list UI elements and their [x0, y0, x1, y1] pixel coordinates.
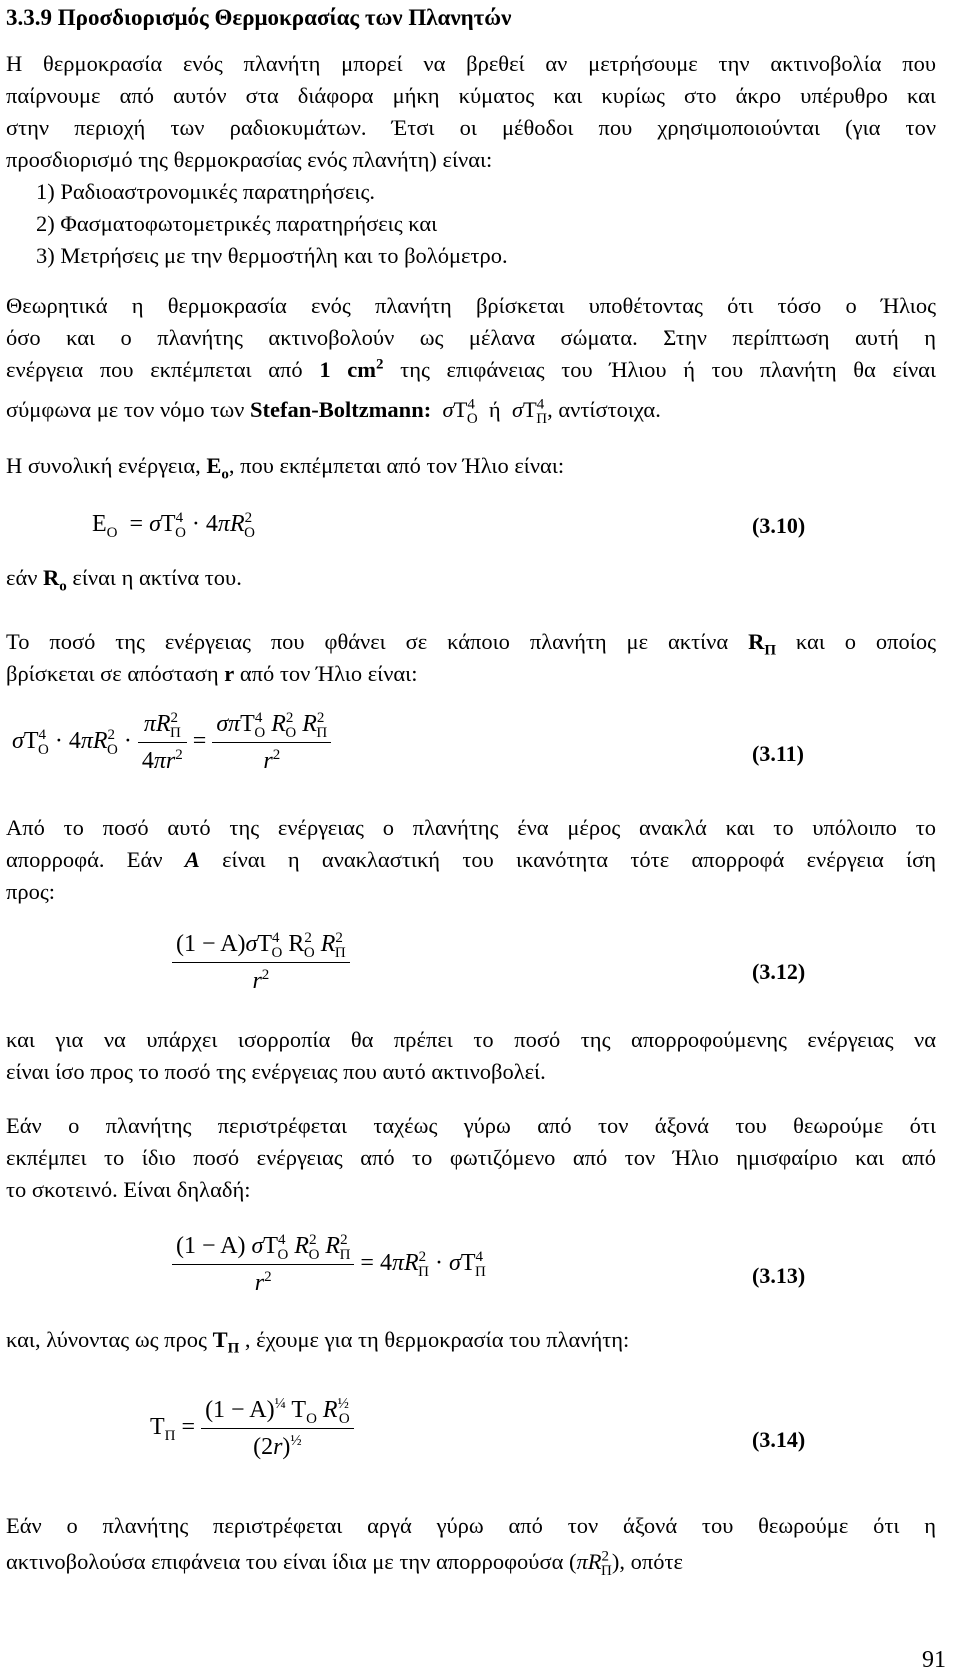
- text-line: Θεωρητικά η θερμοκρασία ενός πλανήτη βρίσκεται υποθέτοντας ότι τόσο ο Ήλιος: [6, 293, 936, 318]
- paragraph-total-energy: Η συνολική ενέργεια, $E_o$, που εκπέμπεται από τον Ήλιο είναι:: [6, 453, 565, 483]
- equation-3-11: $\sigma T^4_O \cdot 4\pi R^2_O$ · $\frac{\pi R^2_\Pi}{4\pi r^2}$ = $\frac{\sigma\pi T^4_O R^2_O R^2_\Pi}{r^2}$: [12, 708, 331, 777]
- list-item: 1) Ραδιοαστρονομικές παρατηρήσεις.: [36, 179, 376, 204]
- text-line: προσδιορισμό της θερμοκρασίας ενός πλανήτη) είναι:: [6, 147, 493, 172]
- paragraph-equilibrium: [6, 1024, 936, 1088]
- page-number: 91: [922, 1647, 946, 1673]
- text-line: βρίσκεται σε απόσταση r από τον Ήλιο είναι:: [6, 661, 418, 686]
- text-line: Εάν ο πλανήτης περιστρέφεται ταχέως γύρω από τον άξονά του θεωρούμε ότι: [6, 1113, 936, 1138]
- list-item: 2) Φασματοφωτομετρικές παρατηρήσεις και: [36, 211, 438, 236]
- text-line: όσο και ο πλανήτης ακτινοβολούν ως μέλανα σώματα. Στην περίπτωση αυτή η: [6, 325, 936, 350]
- paragraph-fast-rotation: [6, 1110, 936, 1206]
- formula-inline-area: $(\pi R^2_\Pi)$: [569, 1548, 620, 1579]
- text-line: προς:: [6, 879, 55, 904]
- equation-number: (3.11): [752, 741, 804, 766]
- equation-number: (3.13): [752, 1263, 806, 1288]
- text-line: σύμφωνα με τον νόμο των Stefan-Boltzmann: $\sigma T^4_O$ ή $\sigma T^4_\Pi$, αντίστοιχα.: [6, 396, 661, 427]
- text-line: το σκοτεινό. Είναι δηλαδή:: [6, 1177, 251, 1202]
- section-title: 3.3.9 Προσδιορισμός Θερμοκρασίας των Πλανητών: [6, 5, 512, 30]
- text-line: ενέργεια που εκπέμπεται από 1 $cm^2$ της επιφάνειας του Ήλιου ή του πλανήτη θα είναι: [6, 356, 936, 382]
- text-line: ακτινοβολούσα επιφάνεια του είναι ίδια με την απορροφούσα $(\pi R^2_\Pi)$, οπότε: [6, 1548, 683, 1579]
- text-line: Το ποσό της ενέργειας που φθάνει σε κάποιο πλανήτη με ακτίνα $R_\Pi$ και ο οποίος: [6, 629, 937, 659]
- equation-3-14: $T_\Pi$ = $\frac{(1 - A)^{\frac{1}{4}} T_O R^{\frac{1}{2}}_O}{(2r)^{\frac{1}{2}}}$: [150, 1394, 354, 1463]
- text-line: Η θερμοκρασία ενός πλανήτη μπορεί να βρεθεί αν μετρήσουμε την ακτινοβολία που: [6, 51, 936, 76]
- paragraph-solve-temperature: και, λύνοντας ως προς $T_\Pi$ , έχουμε για τη θερμοκρασία του πλανήτη:: [6, 1327, 630, 1357]
- equation-number: (3.12): [752, 959, 806, 984]
- list-item: 3) Μετρήσεις με την θερμοστήλη και το βολόμετρο.: [36, 243, 508, 268]
- text-line: στην περιοχή των ραδιοκυμάτων. Έτσι οι μέθοδοι που χρησιμοποιούνται (για τον: [6, 115, 936, 140]
- text-line: είναι ίσο προς το ποσό της ενέργειας που αυτό ακτινοβολεί.: [6, 1059, 546, 1084]
- formula-inline-planet: $\sigma T^4_\Pi$: [511, 396, 548, 427]
- text-line: απορροφά. Εάν A είναι η ανακλαστική του ικανότητα τότε απορροφά ενέργεια ίση: [6, 847, 936, 872]
- text-line: Από το ποσό αυτό της ενέργειας ο πλανήτης ένα μέρος ανακλά και το υπόλοιπο το: [6, 815, 936, 840]
- paragraph-radius: εάν $R_o$ είναι η ακτίνα του.: [6, 565, 242, 595]
- paragraph-slow-rotation: [6, 1510, 936, 1578]
- equation-number: (3.14): [752, 1427, 806, 1452]
- text-line: και για να υπάρχει ισορροπία θα πρέπει το ποσό της απορροφούμενης ενέργειας να: [6, 1027, 936, 1052]
- paragraph-theory: [6, 290, 936, 426]
- paragraph-intro: [6, 48, 936, 272]
- text-line: παίρνουμε από αυτόν στα διάφορα μήκη κύματος και κυρίως στο άκρο υπέρυθρο και: [6, 83, 936, 108]
- text-line: Εάν ο πλανήτης περιστρέφεται αργά γύρω από τον άξονά του θεωρούμε ότι η: [6, 1513, 936, 1538]
- paragraph-reflection: [6, 812, 936, 908]
- formula-inline-sun: $\sigma T^4_O$: [442, 396, 478, 427]
- equation-number: (3.10): [752, 513, 806, 538]
- equation-3-13: $\frac{(1 - A) \sigma T^4_O R^2_O R^2_\Pi}{r^2}$ = $4\pi R^2_\Pi \cdot \sigma T^4_\Pi$: [172, 1230, 486, 1299]
- paragraph-planet-energy: [6, 626, 936, 690]
- equation-3-10: $E_O = \sigma T^4_O \cdot 4\pi R^2_O$: [92, 510, 255, 541]
- text-line: εκπέμπει το ίδιο ποσό ενέργειας από το φωτιζόμενο από τον Ήλιο ημισφαίριο και από: [6, 1145, 936, 1170]
- equation-3-12: $\frac{(1 - A)\sigma T^4_O R^2_O R^2_\Pi}{r^2}$: [172, 928, 350, 997]
